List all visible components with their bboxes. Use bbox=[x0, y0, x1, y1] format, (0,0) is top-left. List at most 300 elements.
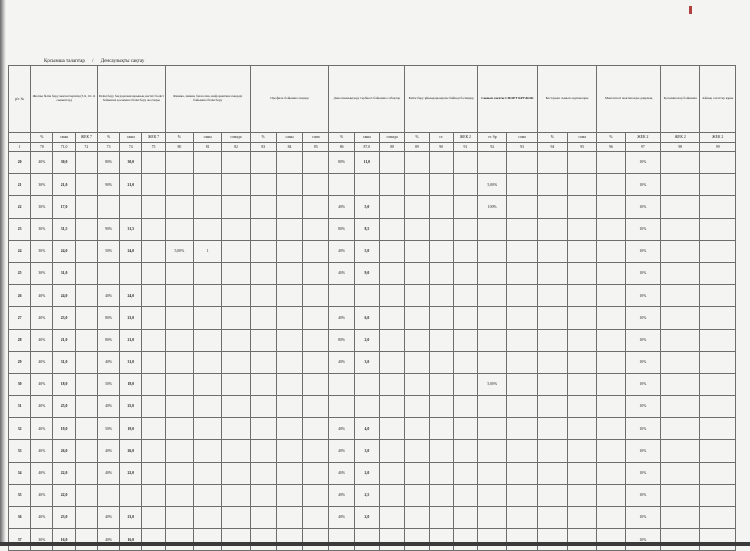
header-rn: р/с № bbox=[9, 66, 31, 133]
empty-cell bbox=[700, 373, 736, 395]
empty-cell bbox=[303, 196, 329, 218]
empty-cell bbox=[507, 262, 537, 284]
cell-n: 31 bbox=[9, 396, 31, 418]
cell-p: 30% bbox=[31, 174, 53, 196]
cell-h1: 5,00% bbox=[478, 373, 507, 395]
cell-n: 35 bbox=[9, 484, 31, 506]
empty-cell bbox=[700, 351, 736, 373]
empty-cell bbox=[276, 307, 302, 329]
empty-cell bbox=[453, 507, 477, 529]
empty-cell bbox=[276, 196, 302, 218]
cell-p: 40% bbox=[31, 484, 53, 506]
empty-cell bbox=[537, 507, 567, 529]
empty-cell bbox=[661, 507, 700, 529]
empty-cell bbox=[700, 529, 736, 551]
cell-h1 bbox=[478, 307, 507, 329]
empty-cell bbox=[405, 218, 429, 240]
empty-cell bbox=[75, 285, 97, 307]
empty-cell bbox=[250, 462, 276, 484]
empty-cell bbox=[250, 351, 276, 373]
empty-cell bbox=[380, 285, 405, 307]
cell-h1 bbox=[478, 396, 507, 418]
empty-cell bbox=[142, 484, 165, 506]
cell-g2 bbox=[194, 484, 222, 506]
empty-cell bbox=[303, 285, 329, 307]
cell-p: 40% bbox=[31, 440, 53, 462]
table-row bbox=[9, 329, 736, 351]
column-number: 74 bbox=[120, 143, 142, 152]
empty-cell bbox=[453, 329, 477, 351]
header-separator: / bbox=[92, 59, 94, 64]
empty-cell bbox=[142, 418, 165, 440]
cell-t: 10% bbox=[625, 285, 660, 307]
cell-t: 10% bbox=[625, 507, 660, 529]
column-number: 96 bbox=[597, 143, 625, 152]
cell-h1 bbox=[478, 152, 507, 174]
empty-cell bbox=[250, 174, 276, 196]
cell-g2 bbox=[194, 307, 222, 329]
cell-s2: 31,0 bbox=[120, 351, 142, 373]
empty-cell bbox=[276, 440, 302, 462]
empty-cell bbox=[222, 240, 250, 262]
empty-cell bbox=[700, 440, 736, 462]
empty-cell bbox=[597, 329, 625, 351]
scan-shadow-bottom bbox=[0, 542, 750, 546]
empty-cell bbox=[250, 152, 276, 174]
column-number: 89 bbox=[405, 143, 429, 152]
column-label: сомада bbox=[222, 133, 250, 143]
cell-s: 18,0 bbox=[53, 373, 75, 395]
empty-cell bbox=[661, 462, 700, 484]
column-label: % bbox=[97, 133, 119, 143]
empty-cell bbox=[276, 262, 302, 284]
header-c6: Білім беру ұйымдарындағы бейінді бөлімдер bbox=[405, 66, 478, 133]
cell-s2: 18,0 bbox=[120, 373, 142, 395]
cell-d1: 40% bbox=[329, 351, 354, 373]
empty-cell bbox=[597, 529, 625, 551]
empty-cell bbox=[380, 307, 405, 329]
empty-cell bbox=[405, 285, 429, 307]
empty-cell bbox=[222, 262, 250, 284]
empty-cell bbox=[453, 174, 477, 196]
cell-h1 bbox=[478, 507, 507, 529]
empty-cell bbox=[453, 351, 477, 373]
empty-cell bbox=[661, 307, 700, 329]
empty-cell bbox=[380, 373, 405, 395]
empty-cell bbox=[405, 462, 429, 484]
cell-s2: 21,0 bbox=[120, 329, 142, 351]
cell-p2: 90% bbox=[97, 218, 119, 240]
column-label: ЖЕК 7 bbox=[75, 133, 97, 143]
empty-cell bbox=[380, 218, 405, 240]
column-label: ЖЕК 2 bbox=[453, 133, 477, 143]
empty-cell bbox=[380, 484, 405, 506]
cell-p: 40% bbox=[31, 373, 53, 395]
cell-g1 bbox=[165, 174, 193, 196]
empty-cell bbox=[429, 462, 453, 484]
empty-cell bbox=[222, 462, 250, 484]
cell-n: 22 bbox=[9, 196, 31, 218]
empty-cell bbox=[405, 329, 429, 351]
cell-p: 40% bbox=[31, 462, 53, 484]
cell-g2 bbox=[194, 329, 222, 351]
cell-d1: 80% bbox=[329, 329, 354, 351]
scan-mark bbox=[689, 6, 692, 14]
cell-s: 22,0 bbox=[53, 462, 75, 484]
cell-s: 26,0 bbox=[53, 440, 75, 462]
cell-t: 10% bbox=[625, 373, 660, 395]
empty-cell bbox=[75, 418, 97, 440]
header-c8: Бастауыш сынып оқушылары bbox=[537, 66, 597, 133]
column-number: 94 bbox=[537, 143, 567, 152]
cell-s: 25,0 bbox=[53, 396, 75, 418]
empty-cell bbox=[142, 307, 165, 329]
empty-cell bbox=[661, 196, 700, 218]
cell-d2 bbox=[354, 285, 379, 307]
empty-cell bbox=[661, 396, 700, 418]
column-number: 80 bbox=[165, 143, 193, 152]
header-right-text: Денсаулықты сақтау bbox=[100, 59, 145, 64]
cell-n: 26 bbox=[9, 285, 31, 307]
empty-cell bbox=[597, 196, 625, 218]
cell-t: 10% bbox=[625, 529, 660, 551]
column-label: сомада bbox=[380, 133, 405, 143]
cell-s: 24,0 bbox=[53, 240, 75, 262]
empty-cell bbox=[507, 351, 537, 373]
table-row bbox=[9, 285, 736, 307]
empty-cell bbox=[568, 351, 597, 373]
cell-d1 bbox=[329, 396, 354, 418]
empty-cell bbox=[661, 373, 700, 395]
cell-p2: 90% bbox=[97, 174, 119, 196]
cell-d1: 40% bbox=[329, 240, 354, 262]
empty-cell bbox=[700, 240, 736, 262]
empty-cell bbox=[597, 174, 625, 196]
cell-s2: 22,0 bbox=[120, 462, 142, 484]
empty-cell bbox=[303, 307, 329, 329]
document-sheet bbox=[8, 58, 738, 542]
cell-t: 10% bbox=[625, 440, 660, 462]
cell-d1: 40% bbox=[329, 196, 354, 218]
empty-cell bbox=[75, 440, 97, 462]
empty-cell bbox=[142, 152, 165, 174]
cell-d1: 40% bbox=[329, 507, 354, 529]
cell-g1 bbox=[165, 285, 193, 307]
empty-cell bbox=[276, 484, 302, 506]
cell-d1 bbox=[329, 373, 354, 395]
empty-cell bbox=[75, 196, 97, 218]
empty-cell bbox=[75, 396, 97, 418]
column-number: 82 bbox=[222, 143, 250, 152]
cell-s: 16,0 bbox=[53, 529, 75, 551]
empty-cell bbox=[537, 152, 567, 174]
cell-d2: 2,0 bbox=[354, 462, 379, 484]
empty-cell bbox=[661, 351, 700, 373]
empty-cell bbox=[380, 418, 405, 440]
empty-cell bbox=[250, 196, 276, 218]
cell-n: 25 bbox=[9, 262, 31, 284]
empty-cell bbox=[405, 351, 429, 373]
cell-s: 31,5 bbox=[53, 218, 75, 240]
empty-cell bbox=[537, 329, 567, 351]
header-c9: Мектептегі мектепалды даярлық bbox=[597, 66, 661, 133]
empty-cell bbox=[507, 529, 537, 551]
column-label: % bbox=[165, 133, 193, 143]
column-label: ЖЕК 7 bbox=[142, 133, 165, 143]
empty-cell bbox=[222, 351, 250, 373]
cell-d2 bbox=[354, 396, 379, 418]
cell-s2: 31,5 bbox=[120, 218, 142, 240]
cell-s2: 16,0 bbox=[120, 529, 142, 551]
cell-p2: 40% bbox=[97, 440, 119, 462]
cell-d2: 2,5 bbox=[354, 484, 379, 506]
cell-p: 30% bbox=[31, 262, 53, 284]
empty-cell bbox=[303, 262, 329, 284]
empty-cell bbox=[75, 529, 97, 551]
cell-g2: 1 bbox=[194, 240, 222, 262]
empty-cell bbox=[222, 285, 250, 307]
cell-t: 10% bbox=[625, 196, 660, 218]
empty-cell bbox=[142, 396, 165, 418]
empty-cell bbox=[597, 218, 625, 240]
empty-cell bbox=[597, 484, 625, 506]
column-number: 97 bbox=[625, 143, 660, 152]
empty-cell bbox=[661, 285, 700, 307]
cell-s: 31,0 bbox=[53, 262, 75, 284]
cell-d1: 80% bbox=[329, 218, 354, 240]
empty-cell bbox=[453, 196, 477, 218]
empty-cell bbox=[568, 285, 597, 307]
column-label: саны bbox=[276, 133, 302, 143]
cell-s: 30,0 bbox=[53, 152, 75, 174]
cell-g1 bbox=[165, 329, 193, 351]
empty-cell bbox=[142, 507, 165, 529]
header-row-labels bbox=[9, 133, 736, 143]
empty-cell bbox=[405, 440, 429, 462]
header-c1: Жалпы білім беру мектептерінің (5-9, 10-11 сыныптар) bbox=[31, 66, 98, 133]
empty-cell bbox=[537, 396, 567, 418]
empty-cell bbox=[222, 507, 250, 529]
empty-cell bbox=[537, 285, 567, 307]
column-number: 85 bbox=[303, 143, 329, 152]
empty-cell bbox=[507, 484, 537, 506]
empty-cell bbox=[405, 262, 429, 284]
empty-cell bbox=[700, 152, 736, 174]
cell-h1 bbox=[478, 529, 507, 551]
empty-cell bbox=[75, 329, 97, 351]
cell-t: 10% bbox=[625, 462, 660, 484]
cell-n: 34 bbox=[9, 462, 31, 484]
empty-cell bbox=[507, 285, 537, 307]
column-number: 83 bbox=[250, 143, 276, 152]
empty-cell bbox=[429, 373, 453, 395]
column-number: 98 bbox=[661, 143, 700, 152]
empty-cell bbox=[537, 240, 567, 262]
empty-cell bbox=[250, 440, 276, 462]
table-row bbox=[9, 307, 736, 329]
empty-cell bbox=[276, 152, 302, 174]
empty-cell bbox=[537, 351, 567, 373]
empty-cell bbox=[597, 462, 625, 484]
column-number: 93 bbox=[507, 143, 537, 152]
empty-cell bbox=[380, 396, 405, 418]
table-row bbox=[9, 507, 736, 529]
empty-cell bbox=[661, 484, 700, 506]
empty-cell bbox=[429, 418, 453, 440]
cell-t: 10% bbox=[625, 418, 660, 440]
cell-s2: 19,0 bbox=[120, 418, 142, 440]
data-table bbox=[8, 65, 736, 551]
cell-t: 10% bbox=[625, 174, 660, 196]
empty-cell bbox=[597, 285, 625, 307]
cell-h1 bbox=[478, 262, 507, 284]
empty-cell bbox=[250, 329, 276, 351]
cell-s2: 23,0 bbox=[120, 507, 142, 529]
cell-s2: 30,0 bbox=[120, 152, 142, 174]
empty-cell bbox=[597, 351, 625, 373]
column-number: 86 bbox=[329, 143, 354, 152]
empty-cell bbox=[700, 418, 736, 440]
empty-cell bbox=[568, 240, 597, 262]
cell-h1 bbox=[478, 285, 507, 307]
empty-cell bbox=[429, 307, 453, 329]
empty-cell bbox=[75, 240, 97, 262]
cell-p2: 40% bbox=[97, 529, 119, 551]
column-number: 75 bbox=[142, 143, 165, 152]
header-c11: Айлық сағаттар құны bbox=[700, 66, 736, 133]
cell-d2: 11,0 bbox=[354, 152, 379, 174]
empty-cell bbox=[429, 351, 453, 373]
cell-p2: 80% bbox=[97, 307, 119, 329]
empty-cell bbox=[568, 174, 597, 196]
column-label: ЖЕК 2 bbox=[625, 133, 660, 143]
empty-cell bbox=[222, 174, 250, 196]
empty-cell bbox=[453, 218, 477, 240]
empty-cell bbox=[380, 507, 405, 529]
empty-cell bbox=[75, 484, 97, 506]
cell-g2 bbox=[194, 152, 222, 174]
empty-cell bbox=[303, 373, 329, 395]
empty-cell bbox=[453, 307, 477, 329]
cell-d2 bbox=[354, 373, 379, 395]
table-row bbox=[9, 418, 736, 440]
empty-cell bbox=[429, 240, 453, 262]
empty-cell bbox=[568, 507, 597, 529]
empty-cell bbox=[276, 529, 302, 551]
cell-p: 30% bbox=[31, 240, 53, 262]
table-row bbox=[9, 174, 736, 196]
cell-p: 30% bbox=[31, 529, 53, 551]
empty-cell bbox=[142, 462, 165, 484]
empty-cell bbox=[537, 174, 567, 196]
cell-p2: 40% bbox=[97, 285, 119, 307]
cell-p: 40% bbox=[31, 152, 53, 174]
empty-cell bbox=[250, 507, 276, 529]
cell-p2: 40% bbox=[97, 351, 119, 373]
empty-cell bbox=[597, 440, 625, 462]
table-row bbox=[9, 462, 736, 484]
cell-g1 bbox=[165, 440, 193, 462]
empty-cell bbox=[250, 307, 276, 329]
empty-cell bbox=[380, 152, 405, 174]
empty-cell bbox=[75, 507, 97, 529]
cell-g2 bbox=[194, 529, 222, 551]
cell-s: 31,0 bbox=[53, 351, 75, 373]
cell-p2: 40% bbox=[97, 507, 119, 529]
empty-cell bbox=[250, 484, 276, 506]
cell-d2: 9,0 bbox=[354, 262, 379, 284]
empty-cell bbox=[276, 218, 302, 240]
cell-p: 40% bbox=[31, 285, 53, 307]
empty-cell bbox=[661, 240, 700, 262]
empty-cell bbox=[380, 174, 405, 196]
empty-cell bbox=[222, 196, 250, 218]
cell-g1 bbox=[165, 351, 193, 373]
cell-h1 bbox=[478, 484, 507, 506]
empty-cell bbox=[276, 373, 302, 395]
empty-cell bbox=[142, 174, 165, 196]
table-row bbox=[9, 373, 736, 395]
empty-cell bbox=[568, 418, 597, 440]
empty-cell bbox=[75, 351, 97, 373]
empty-cell bbox=[222, 152, 250, 174]
cell-t: 10% bbox=[625, 218, 660, 240]
empty-cell bbox=[222, 418, 250, 440]
cell-n: 21 bbox=[9, 174, 31, 196]
empty-cell bbox=[429, 174, 453, 196]
empty-cell bbox=[380, 529, 405, 551]
empty-cell bbox=[661, 152, 700, 174]
cell-h1: 5,00% bbox=[478, 174, 507, 196]
cell-p2: 50% bbox=[97, 418, 119, 440]
table-row bbox=[9, 196, 736, 218]
empty-cell bbox=[507, 418, 537, 440]
empty-cell bbox=[507, 396, 537, 418]
empty-cell bbox=[597, 307, 625, 329]
cell-s2 bbox=[120, 262, 142, 284]
column-number: 99 bbox=[700, 143, 736, 152]
empty-cell bbox=[537, 440, 567, 462]
cell-p2 bbox=[97, 196, 119, 218]
cell-n: 23 bbox=[9, 218, 31, 240]
empty-cell bbox=[429, 152, 453, 174]
cell-h1 bbox=[478, 440, 507, 462]
empty-cell bbox=[405, 174, 429, 196]
cell-s2 bbox=[120, 196, 142, 218]
cell-s2: 23,0 bbox=[120, 307, 142, 329]
cell-s2: 26,0 bbox=[120, 440, 142, 462]
empty-cell bbox=[429, 285, 453, 307]
column-label: сома bbox=[303, 133, 329, 143]
empty-cell bbox=[661, 529, 700, 551]
empty-cell bbox=[568, 218, 597, 240]
empty-cell bbox=[303, 329, 329, 351]
empty-cell bbox=[276, 285, 302, 307]
column-label: саны bbox=[120, 133, 142, 143]
empty-cell bbox=[380, 440, 405, 462]
cell-n: 20 bbox=[9, 152, 31, 174]
cell-h1 bbox=[478, 329, 507, 351]
cell-n: 37 bbox=[9, 529, 31, 551]
column-number: 84 bbox=[276, 143, 302, 152]
cell-n: 29 bbox=[9, 351, 31, 373]
cell-p2 bbox=[97, 262, 119, 284]
cell-p2 bbox=[97, 484, 119, 506]
empty-cell bbox=[568, 484, 597, 506]
column-number: 87,0 bbox=[354, 143, 379, 152]
empty-cell bbox=[453, 418, 477, 440]
cell-p: 40% bbox=[31, 507, 53, 529]
